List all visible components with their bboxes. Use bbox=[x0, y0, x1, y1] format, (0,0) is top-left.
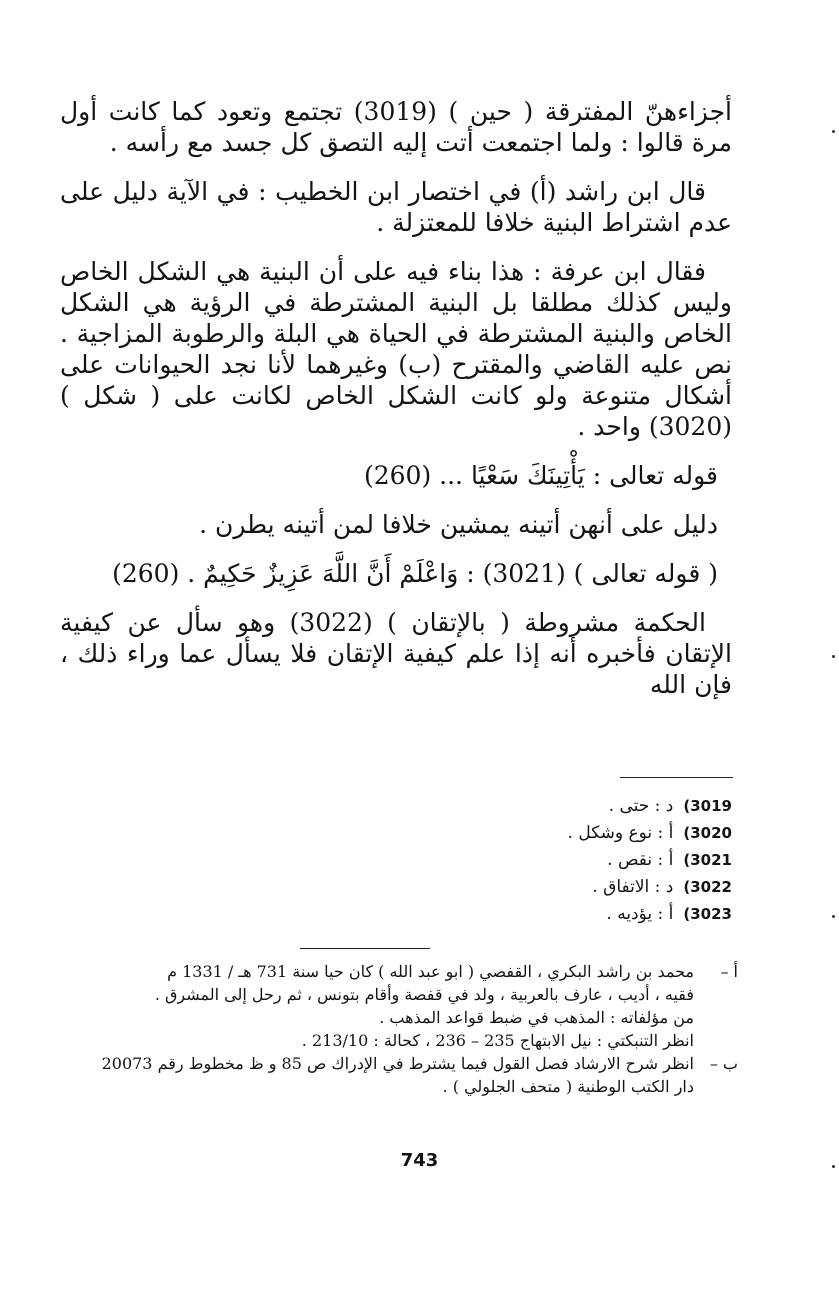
variant-number: 3023) bbox=[683, 905, 732, 923]
variant-item bbox=[360, 901, 732, 928]
variant-item bbox=[360, 793, 732, 820]
note-line: فقيه ، أديب ، عارف بالعربية ، ولد في قفصة وأقام بتونس ، ثم رحل إلى المشرق . bbox=[154, 985, 694, 1004]
paragraph-5: الحكمة مشروطة ( بالإتقان ) (3022) وهو سأل عن كيفية الإتقان فأخبره أنه إذا علم كيفية الإتقان فلا يسأل عما وراء ذلك ، فإن الله bbox=[60, 608, 732, 699]
scan-speck bbox=[832, 130, 835, 133]
paragraph-4: دليل على أنهن أتينه يمشين خلافا لمن أتينه يطرن . bbox=[199, 510, 718, 539]
scan-speck bbox=[832, 655, 835, 658]
paragraph-1: أجزاءهنّ المفترقة ( حين ) (3019) تجتمع وتعود كما كانت أول مرة قالوا : ولما اجتمعت أتت إليه التصق كل جسد مع رأسه . bbox=[60, 97, 732, 157]
page-number: 743 bbox=[400, 1150, 439, 1171]
note-line: دار الكتب الوطنية ( متحف الجلولي ) . bbox=[442, 1077, 694, 1096]
note-line: انظر شرح الارشاد فصل القول فيما يشترط في الإدراك ص 85 و ظ مخطوط رقم 20073 bbox=[101, 1054, 694, 1073]
variant-text: د : الاتفاق . bbox=[592, 877, 674, 897]
note-line: محمد بن راشد البكري ، القفصي ( ابو عبد الله ) كان حيا سنة 731 هـ / 1331 م bbox=[167, 962, 694, 981]
paragraph-3: فقال ابن عرفة : هذا بناء فيه على أن البنية هي الشكل الخاص وليس كذلك مطلقا بل البنية المشترطة في الرؤية هي الشكل الخاص والبنية المشترطة في الحياة هي البلة والرطوبة المزاجية . نص عليه القاضي والمقترح (ب) وغيرهما لأنا نجد الحيوانات على أشكال متنوعة ولو كانت الشكل الخاص لكانت على ( شكل ) (3020) واحد . bbox=[60, 257, 732, 441]
verse-heading-1: قوله تعالى : يَأْتِينَكَ سَعْيًا ... (260) bbox=[363, 461, 718, 490]
variant-number: 3021) bbox=[683, 851, 732, 869]
note-marker: ب – bbox=[709, 1054, 738, 1073]
variant-number: 3022) bbox=[683, 878, 732, 896]
notes-divider bbox=[300, 948, 430, 949]
verse-heading-2: ( قوله تعالى ) (3021) : وَاعْلَمْ أَنَّ اللَّهَ عَزِيزٌ حَكِيمٌ . (260) bbox=[112, 559, 718, 588]
paragraph-2: قال ابن راشد (أ) في اختصار ابن الخطيب : في الآية دليل على عدم اشتراط البنية خلافا للمعتزلة . bbox=[60, 177, 732, 237]
note-text bbox=[66, 1052, 694, 1098]
note-b bbox=[66, 1052, 738, 1098]
variant-text: د : حتى . bbox=[608, 796, 674, 816]
variant-item bbox=[360, 820, 732, 847]
note-text bbox=[66, 960, 694, 1052]
variant-number: 3019) bbox=[683, 797, 732, 815]
note-a bbox=[66, 960, 738, 1052]
scan-speck bbox=[832, 1165, 835, 1168]
note-line: انظر التنبكتي : نيل الابتهاج 235 – 236 ، كحالة : 213/10 . bbox=[301, 1031, 694, 1050]
variant-readings bbox=[360, 793, 732, 928]
footnote-divider bbox=[620, 777, 733, 778]
variant-item bbox=[360, 847, 732, 874]
variant-text: أ : نقص . bbox=[607, 850, 674, 870]
note-line: من مؤلفاته : المذهب في ضبط قواعد المذهب . bbox=[379, 1008, 694, 1027]
biographical-notes bbox=[66, 960, 738, 1098]
variant-number: 3020) bbox=[683, 824, 732, 842]
scan-speck bbox=[832, 915, 835, 918]
variant-item bbox=[360, 874, 732, 901]
note-marker: أ – bbox=[720, 962, 738, 981]
variant-text: أ : يؤديه . bbox=[606, 904, 674, 924]
main-text bbox=[60, 96, 732, 718]
variant-text: أ : نوع وشكل . bbox=[567, 823, 674, 843]
